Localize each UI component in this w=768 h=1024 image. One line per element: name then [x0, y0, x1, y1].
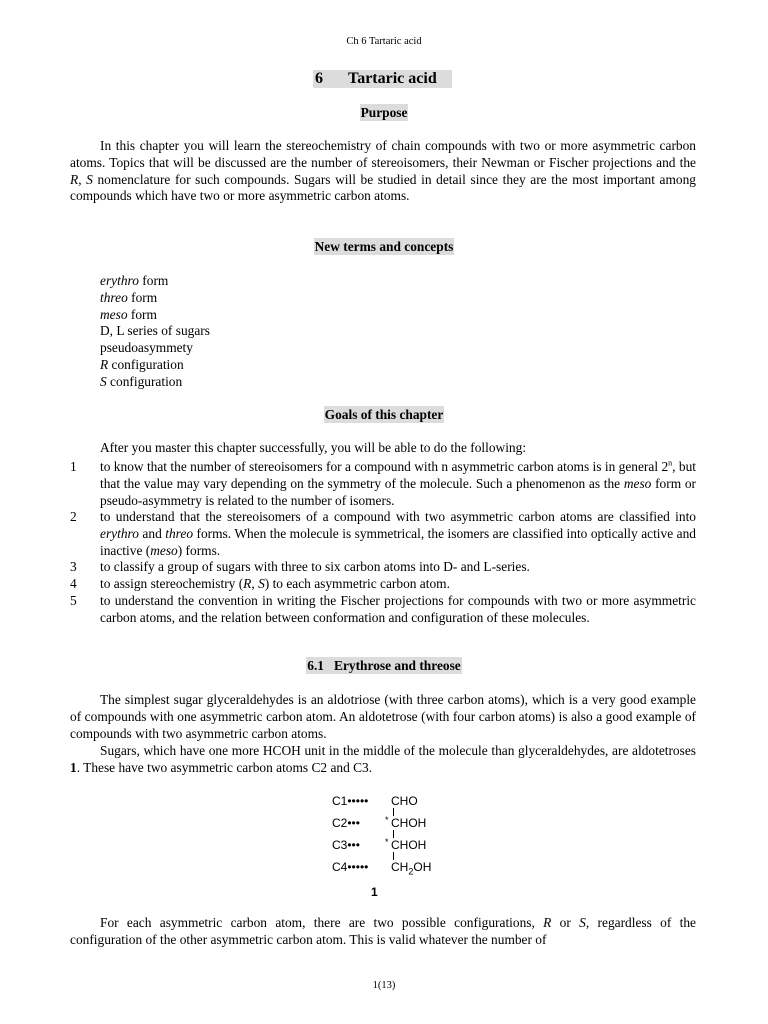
section-6-1-heading: 6.1 Erythrose and threose	[307, 658, 461, 673]
bond-line	[393, 808, 394, 816]
carbon-label: C4•••••	[332, 860, 369, 874]
term-item: S configuration	[100, 373, 183, 389]
term-item: pseudoasymmety	[100, 340, 193, 356]
carbon-label: C1•••••	[332, 794, 369, 808]
chapter-number: 6	[315, 70, 323, 87]
goal-item	[70, 593, 696, 627]
term-item: meso form	[100, 306, 157, 322]
goals-intro: After you master this chapter successfully, you will be able to do the following:	[100, 440, 527, 455]
carbon-group: CHOH	[391, 838, 427, 852]
goal-text: to classify a group of sugars with three to six carbon atoms into D- and L-series.	[100, 559, 530, 574]
term-item: D, L series of sugars	[100, 323, 210, 339]
goal-number: 4	[70, 576, 77, 591]
carbon-label: C3•••	[332, 838, 360, 852]
term-item: R configuration	[100, 356, 184, 372]
asymmetric-star: *	[385, 837, 389, 847]
carbon-group: $CH_2OH$	[391, 860, 432, 877]
goal-item	[70, 559, 696, 576]
goal-number: 5	[70, 593, 77, 608]
carbon-label: C2•••	[332, 816, 360, 830]
carbon-group: CHO	[391, 794, 418, 808]
goal-item	[70, 509, 696, 559]
page-number: 1(13)	[372, 980, 396, 991]
compound-number: 1	[371, 885, 378, 899]
goal-number: 3	[70, 559, 77, 574]
goal-text: to understand that the stereoisomers of a compound with two asymmetric carbon atoms are classified into erythro and threo forms. When the molecule is symmetrical, the isomers are classified into optically active and inactive (meso) forms.	[100, 509, 696, 558]
goal-number: 2	[70, 509, 77, 524]
bond-line	[393, 852, 394, 860]
term-item: erythro form	[100, 273, 169, 288]
chapter-title	[313, 70, 452, 88]
goal-item	[70, 576, 696, 593]
asymmetric-star: *	[385, 815, 389, 825]
carbon-group: CHOH	[391, 816, 427, 830]
terms-list	[100, 273, 210, 391]
section-6-1-paragraph-3: For each asymmetric carbon atom, there are two possible configurations, R or S, regardless of the configuration of the other asymmetric carbon atom. This is valid whatever the number of	[70, 915, 696, 947]
goal-text: to know that the number of stereoisomers for a compound with n asymmetric carbon atoms is in general 2$^n$, but that the value may vary depending on the symmetry of the molecule. Such a phenomenon as the meso form or pseudo-asymmetry is related to the number of isomers.	[100, 458, 696, 508]
term-item: threo form	[100, 289, 158, 305]
goal-number: 1	[70, 459, 77, 474]
goal-item	[70, 459, 696, 509]
section-6-1-paragraph-2: Sugars, which have one more HCOH unit in the middle of the molecule than glyceraldehydes, are aldotetroses 1. These have two asymmetric carbon atoms C2 and C3.	[70, 743, 696, 775]
goal-text: to assign stereochemistry (R, S) to each asymmetric carbon atom.	[100, 576, 450, 591]
section-6-1-paragraph-1: The simplest sugar glyceraldehydes is an aldotriose (with three carbon atoms), which is a very good example of compounds with one asymmetric carbon atom. An aldotetrose (with four carbon atoms) is also a good example of compounds with two asymmetric carbon atoms.	[70, 692, 696, 741]
aldotetrose-structure	[332, 792, 452, 902]
terms-heading: New terms and concepts	[314, 239, 454, 254]
bond-line	[393, 830, 394, 838]
running-header: Ch 6 Tartaric acid	[346, 36, 422, 47]
purpose-heading: Purpose	[360, 105, 408, 120]
chapter-title-text: Tartaric acid	[348, 70, 437, 87]
purpose-paragraph: In this chapter you will learn the stereochemistry of chain compounds with two or more asymmetric carbon atoms. Topics that will be discussed are the number of stereoisomers, their Newman or Fischer projections and the R, S nomenclature for such compounds. Sugars will be studied in detail since they are the most important among compounds which have two or more asymmetric carbon atoms.	[70, 138, 696, 204]
goals-heading: Goals of this chapter	[324, 407, 444, 422]
goal-text: to understand the convention in writing the Fischer projections for compounds with two or more asymmetric carbon atoms, and the relation between conformation and configuration of these molecules.	[100, 593, 696, 625]
